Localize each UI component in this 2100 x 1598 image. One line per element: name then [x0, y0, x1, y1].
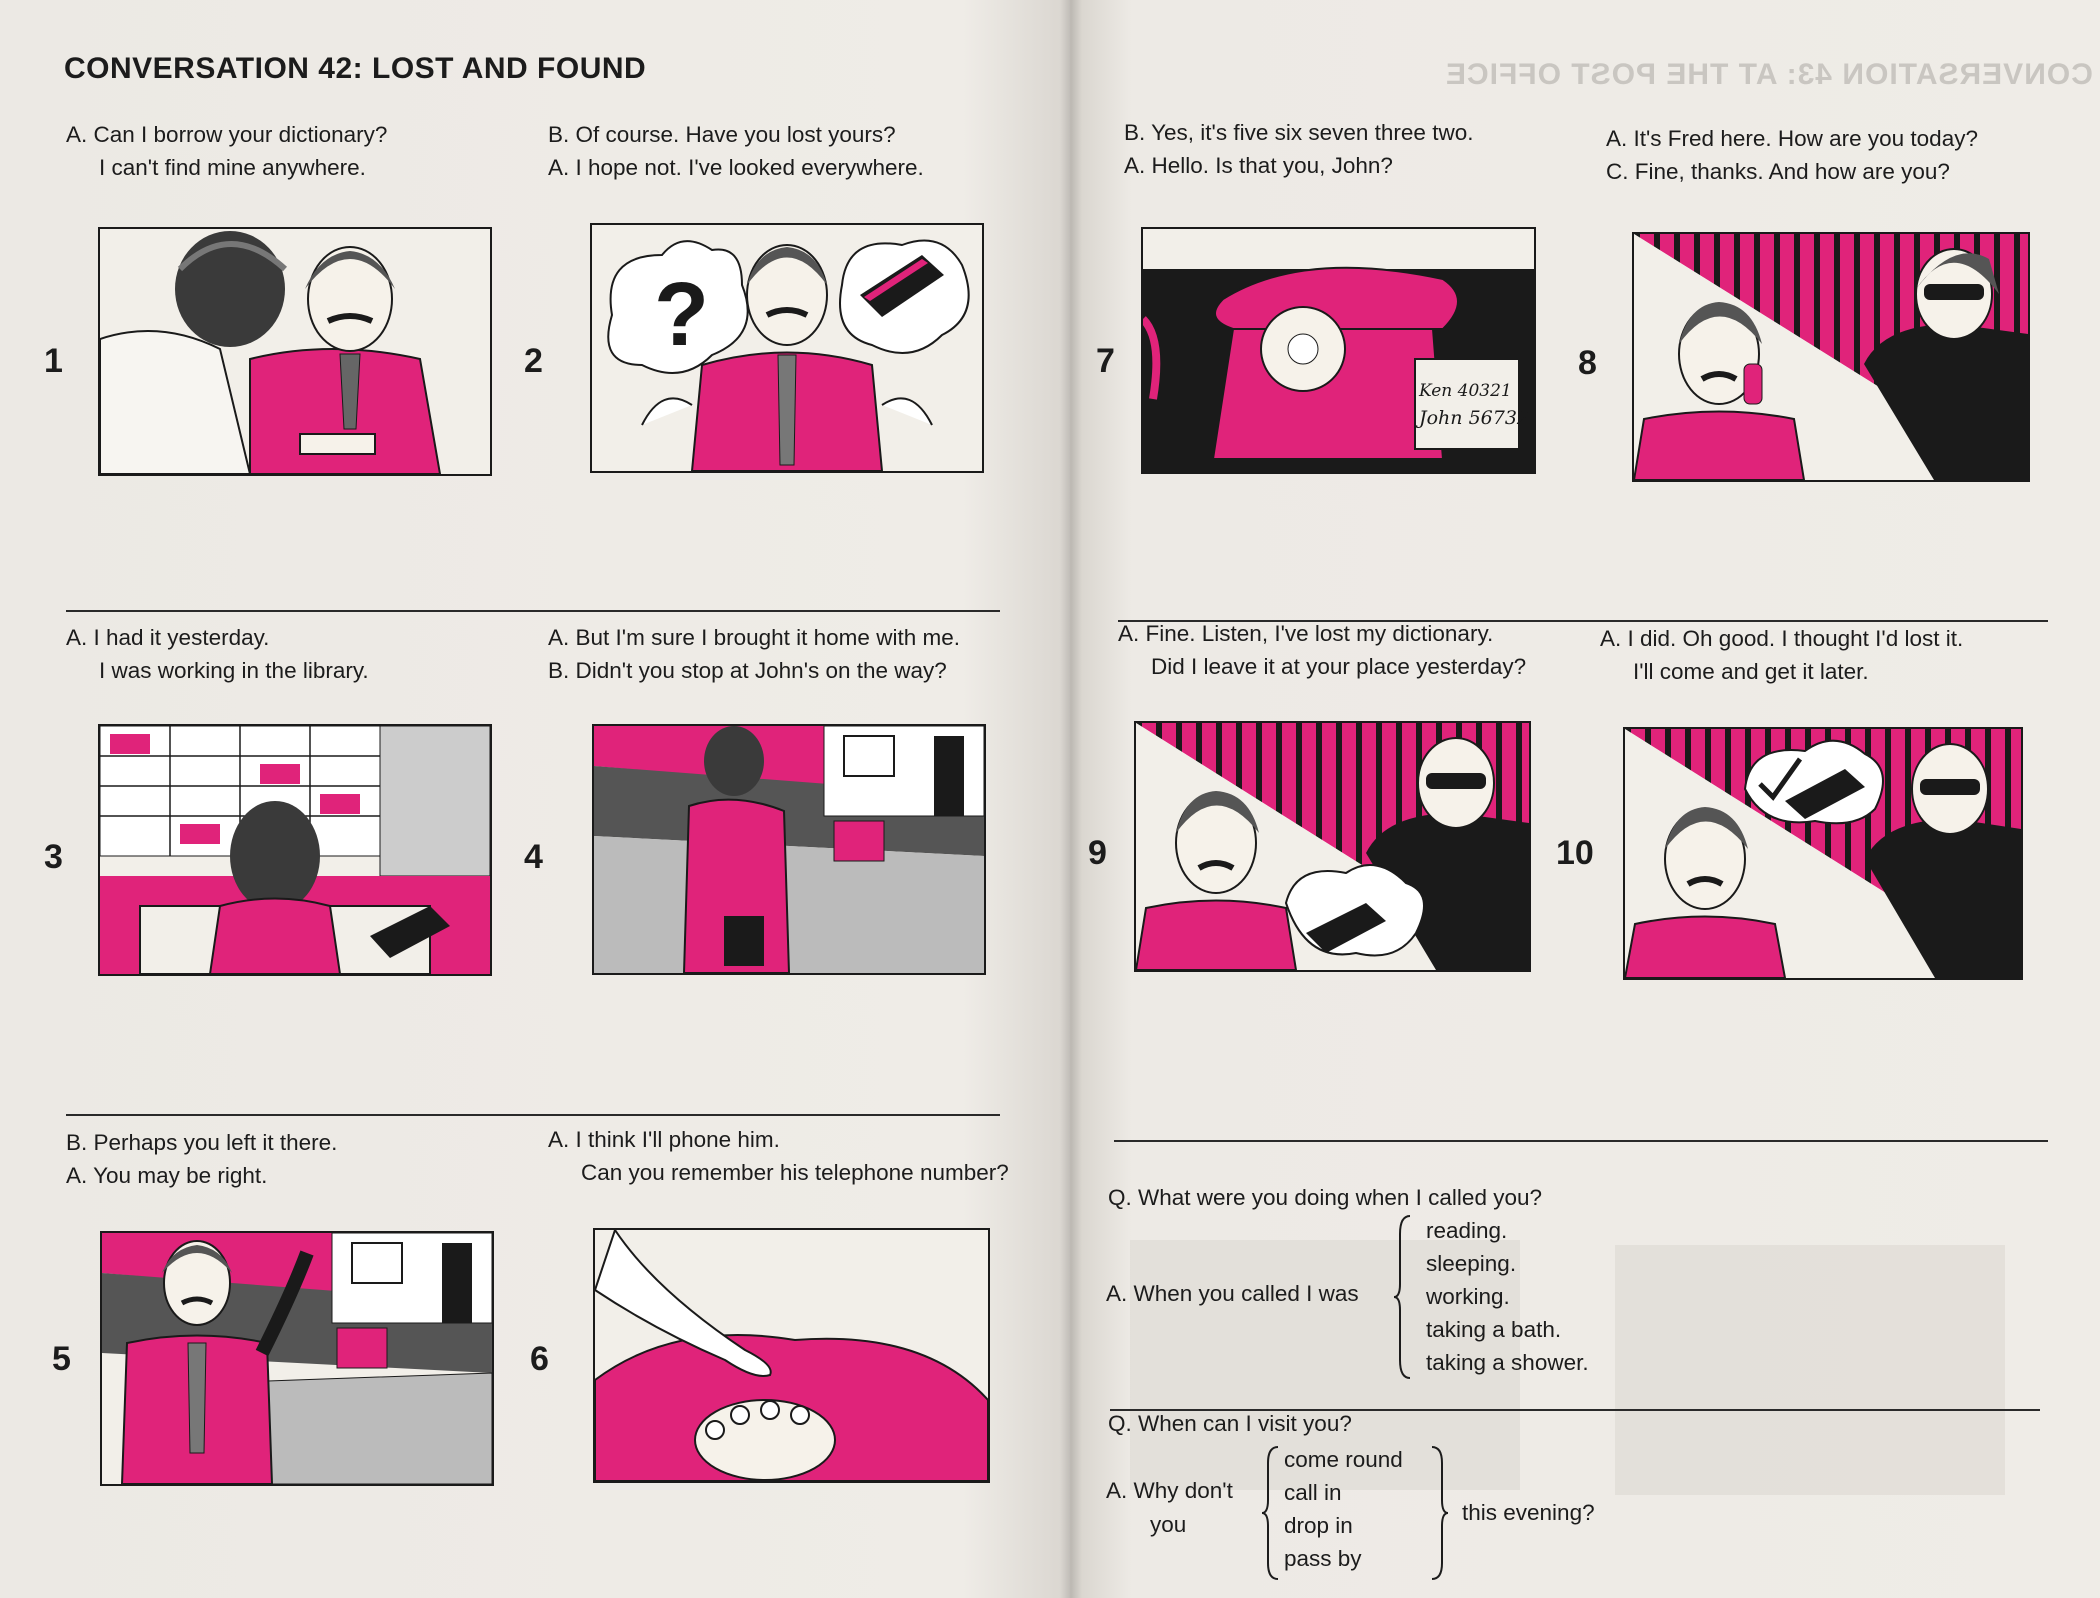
section-divider	[1114, 1140, 2048, 1142]
drill-1-left-brace	[1394, 1214, 1414, 1380]
dialogue-line: A. Hello. Is that you, John?	[1124, 153, 1393, 178]
panel-number: 5	[52, 1340, 71, 1378]
dialogue-2	[548, 118, 924, 184]
dialogue-9	[1118, 617, 1526, 683]
panel-number: 9	[1088, 834, 1107, 872]
drill-2-options	[1284, 1443, 1403, 1575]
dialogue-5	[66, 1126, 337, 1192]
dialogue-line: A. I hope not. I've looked everywhere.	[548, 155, 924, 180]
dialogue-line: B. Yes, it's five six seven three two.	[1124, 120, 1474, 145]
dialogue-line: Did I leave it at your place yesterday?	[1151, 654, 1527, 679]
drill-1-option: sleeping.	[1426, 1251, 1517, 1276]
dialogue-line: A. You may be right.	[66, 1163, 268, 1188]
dialogue-line: B. Of course. Have you lost yours?	[548, 122, 896, 147]
drill-1-option: taking a shower.	[1426, 1350, 1589, 1375]
book-gutter	[1060, 0, 1082, 1598]
dialogue-4	[548, 621, 960, 687]
section-divider	[66, 1114, 1000, 1116]
drill-2-answer-start-2: you	[1150, 1512, 1187, 1537]
dialogue-7	[1124, 116, 1473, 182]
panel-number: 3	[44, 838, 63, 876]
dialogue-line: A. But I'm sure I brought it home with me.	[548, 625, 960, 650]
page-title: CONVERSATION 42: LOST AND FOUND	[64, 52, 647, 85]
panel-number: 10	[1556, 834, 1594, 872]
drill-1-option: taking a bath.	[1426, 1317, 1562, 1342]
phone-card-line: John 56732	[1419, 407, 1530, 429]
dialogue-line: A. It's Fred here. How are you today?	[1606, 126, 1978, 151]
dialogue-line: A. I had it yesterday.	[66, 625, 270, 650]
panel-number: 1	[44, 342, 63, 380]
panel-2-illustration	[590, 223, 984, 473]
panel-number: 8	[1578, 344, 1597, 382]
drill-2-option: drop in	[1284, 1513, 1353, 1538]
dialogue-line: Can you remember his telephone number?	[581, 1160, 1009, 1185]
drill-2-left-brace	[1262, 1445, 1282, 1581]
panel-8-illustration	[1632, 232, 2030, 482]
drill-1-option: working.	[1426, 1284, 1510, 1309]
dialogue-line: I'll come and get it later.	[1633, 659, 1869, 684]
dialogue-6	[548, 1123, 1009, 1189]
drill-2-answer-end: this evening?	[1462, 1500, 1595, 1525]
dialogue-line: A. I did. Oh good. I thought I'd lost it.	[1600, 626, 1964, 651]
drill-2-right-brace	[1428, 1445, 1448, 1581]
panel-4-illustration	[592, 724, 986, 975]
drill-1-options	[1426, 1214, 1589, 1379]
panel-number: 2	[524, 342, 543, 380]
dialogue-line: A. I think I'll phone him.	[548, 1127, 780, 1152]
drill-2-question: Q. When can I visit you?	[1108, 1411, 1352, 1436]
panel-1-illustration	[98, 227, 492, 476]
dialogue-line: A. Can I borrow your dictionary?	[66, 122, 388, 147]
panel-6-illustration	[593, 1228, 990, 1483]
drill-1-option: reading.	[1426, 1218, 1508, 1243]
panel-9-illustration	[1134, 721, 1531, 972]
dialogue-line: C. Fine, thanks. And how are you?	[1606, 159, 1950, 184]
svg-text:?: ?	[654, 265, 709, 365]
panel-number: 7	[1096, 342, 1115, 380]
panel-number: 4	[524, 838, 543, 876]
drill-1-answer-start: A. When you called I was	[1106, 1281, 1359, 1306]
dialogue-10	[1600, 622, 1963, 688]
panel-5-illustration	[100, 1231, 494, 1486]
dialogue-3	[66, 621, 369, 687]
dialogue-line: B. Didn't you stop at John's on the way?	[548, 658, 947, 683]
dialogue-8	[1606, 122, 1978, 188]
panel-7-illustration	[1141, 227, 1536, 474]
dialogue-1	[66, 118, 387, 184]
drill-2-option: come round	[1284, 1447, 1403, 1472]
phone-card-line: Ken 40321	[1419, 381, 1512, 401]
panel-number: 6	[530, 1340, 549, 1378]
dialogue-line: I was working in the library.	[99, 658, 369, 683]
dialogue-line: B. Perhaps you left it there.	[66, 1130, 338, 1155]
drill-2-option: call in	[1284, 1480, 1342, 1505]
panel-3-illustration	[98, 724, 492, 976]
dialogue-line: A. Fine. Listen, I've lost my dictionary.	[1118, 621, 1494, 646]
dialogue-line: I can't find mine anywhere.	[99, 155, 366, 180]
drill-1-question: Q. What were you doing when I called you?	[1108, 1185, 1542, 1210]
bleed-through-title: CONVERSATION 43: AT THE POST OFFICE	[1445, 58, 2093, 91]
bleed-through-picture	[1615, 1245, 2005, 1495]
drill-2-answer-start: A. Why don't	[1106, 1478, 1233, 1503]
drill-2-option: pass by	[1284, 1546, 1362, 1571]
panel-10-illustration	[1623, 727, 2023, 980]
section-divider	[66, 610, 1000, 612]
